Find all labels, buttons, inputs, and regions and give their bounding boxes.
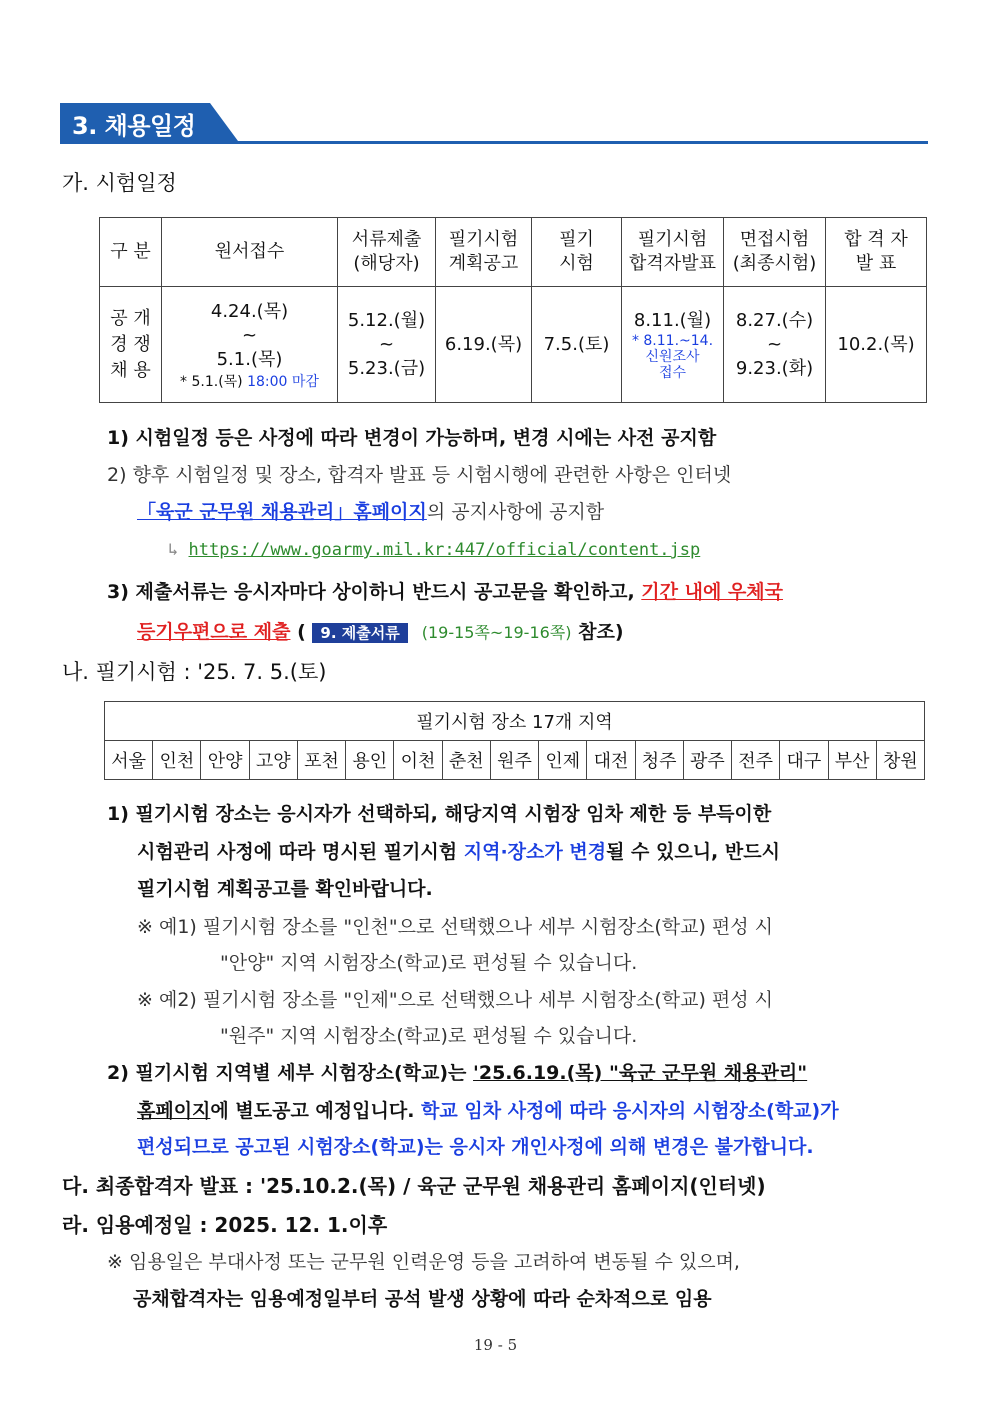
note-2-suffix: 의 공지사항에 공지함 — [426, 501, 605, 523]
note-3-red-2: 등기우편으로 제출 — [137, 621, 291, 643]
cell-application-period — [162, 287, 338, 403]
region-cell: 인천 — [153, 741, 201, 780]
header-written-exam: 필기 시험 — [532, 218, 622, 287]
header-category: 구 분 — [100, 218, 162, 287]
regions-table-title: 필기시험 장소 17개 지역 — [105, 702, 925, 741]
example-2-line1: ※ 예2) 필기시험 장소를 "인제"으로 선택했으나 세부 시험장소(학교) 편성 시 — [137, 989, 773, 1011]
apply-note-time: 18:00 마감 — [247, 373, 319, 390]
appointment-note-line1: ※ 임용일은 부대사정 또는 군무원 인력운영 등을 고려하여 변동될 수 있으며, — [107, 1251, 740, 1273]
cell-document-period — [338, 287, 436, 403]
apply-end: 5.1.(목) — [216, 348, 283, 370]
written-note-2-line3: 편성되므로 공고된 시험장소(학교)는 응시자 개인사정에 의해 변경은 불가합니다. — [137, 1136, 814, 1158]
interview-end: 9.23.(화) — [735, 357, 814, 379]
appointment-note-line2: 공채합격자는 임용예정일부터 공석 발생 상황에 따라 순차적으로 임용 — [133, 1288, 712, 1310]
written-result-date: 8.11.(월) — [633, 309, 712, 331]
cell-interview-period — [724, 287, 826, 403]
written-note-1-line2 — [137, 837, 780, 864]
header-document-submit: 서류제출 (해당자) — [338, 218, 436, 287]
note-3-red-1: 기간 내에 우체국 — [641, 581, 784, 603]
note-3-text: 3) 제출서류는 응시자마다 상이하니 반드시 공고문을 확인하고, — [107, 581, 635, 603]
note-3-close: 참조) — [578, 621, 624, 643]
region-cell: 대구 — [780, 741, 828, 780]
docs-start: 5.12.(월) — [347, 309, 426, 331]
header-interview: 면접시험 (최종시험) — [724, 218, 826, 287]
row-label-open-recruit: 공 개 경 쟁 채 용 — [100, 287, 162, 403]
written-note-1-line1: 1) 필기시험 장소는 응시자가 선택하되, 해당지역 시험장 임차 제한 등 부득이한 — [107, 803, 772, 825]
apply-deadline-note — [162, 374, 337, 390]
example-1-line1: ※ 예1) 필기시험 장소를 "인천"으로 선택했으나 세부 시험장소(학교) 편성 시 — [137, 916, 773, 938]
n2-l2-underline: 홈페이지 — [137, 1100, 211, 1122]
region-cell: 대전 — [587, 741, 635, 780]
schedule-note-1: 1) 시험일정 등은 사정에 따라 변경이 가능하며, 변경 시에는 사전 공지함 — [107, 427, 717, 449]
apply-note-date: * 5.1.(목) — [180, 373, 243, 390]
url-arrow-icon: ↳ — [168, 540, 179, 560]
region-cell: 원주 — [490, 741, 538, 780]
example-2-line2: "원주" 지역 시험장소(학교)로 편성될 수 있습니다. — [220, 1025, 638, 1047]
region-cell: 이천 — [394, 741, 442, 780]
url-line — [168, 540, 700, 560]
region-cell: 포천 — [297, 741, 345, 780]
region-cell: 서울 — [105, 741, 153, 780]
region-cell: 용인 — [346, 741, 394, 780]
schedule-note-3-line1 — [107, 577, 783, 604]
heading-written-exam: 나. 필기시험 : '25. 7. 5.(토) — [62, 660, 327, 684]
n2-l1-text: 2) 필기시험 지역별 세부 시험장소(학교)는 — [107, 1062, 467, 1084]
written-note-2-line1 — [107, 1058, 807, 1085]
exam-schedule-table — [99, 217, 927, 403]
n2-l2-blue: 학교 임차 사정에 따라 응시자의 시험장소(학교)가 — [421, 1100, 839, 1122]
region-cell: 부산 — [828, 741, 876, 780]
schedule-note-2-line1: 2) 향후 시험일정 및 장소, 합격자 발표 등 시험시행에 관련한 사항은 인터넷 — [107, 464, 732, 486]
written-result-note: * 8.11.~14. 신원조사 접수 — [631, 332, 714, 381]
note-3-pages: (19-15쪽~19-16쪽) — [421, 623, 572, 642]
cell-written-exam-date: 7.5.(토) — [532, 287, 622, 403]
header-written-result: 필기시험 합격자발표 — [622, 218, 724, 287]
recruit-homepage-link[interactable]: 「육군 군무원 채용관리」홈페이지 — [137, 501, 427, 523]
region-cell: 전주 — [732, 741, 780, 780]
interview-tilde: ~ — [766, 333, 783, 355]
region-cell: 광주 — [683, 741, 731, 780]
recruit-url-link[interactable]: https://www.goarmy.mil.kr:447/official/content.jsp — [188, 540, 701, 560]
cell-final-result-date: 10.2.(목) — [826, 287, 927, 403]
region-cell: 춘천 — [442, 741, 490, 780]
schedule-note-3-line2 — [137, 617, 624, 644]
n2-l1-underline: '25.6.19.(목) "육군 군무원 채용관리" — [473, 1062, 808, 1084]
region-cell: 창원 — [876, 741, 924, 780]
region-cell: 인제 — [539, 741, 587, 780]
written-note-1-line3: 필기시험 계획공고를 확인바랍니다. — [137, 878, 433, 900]
header-final-result: 합 격 자 발 표 — [826, 218, 927, 287]
n2-l2-text: 에 별도공고 예정입니다. — [210, 1100, 415, 1122]
schedule-note-2-line2 — [137, 497, 604, 524]
heading-final-announcement: 다. 최종합격자 발표 : '25.10.2.(목) / 육군 군무원 채용관리 홈페이지(인터넷) — [62, 1174, 766, 1198]
region-cell: 고양 — [249, 741, 297, 780]
submit-docs-tag[interactable]: 9. 제출서류 — [312, 623, 407, 643]
section-title: 3. 채용일정 — [72, 112, 196, 140]
written-note-2-line2 — [137, 1096, 839, 1123]
section-header-rule — [60, 141, 928, 144]
docs-end: 5.23.(금) — [347, 357, 426, 379]
interview-start: 8.27.(수) — [735, 309, 814, 331]
exam-regions-table — [104, 701, 925, 780]
example-1-line2: "안양" 지역 시험장소(학교)로 편성될 수 있습니다. — [220, 952, 638, 974]
heading-appointment-date: 라. 임용예정일 : 2025. 12. 1.이후 — [62, 1213, 388, 1237]
header-plan-notice: 필기시험 계획공고 — [436, 218, 532, 287]
heading-exam-schedule: 가. 시험일정 — [62, 171, 177, 195]
region-cell: 안양 — [201, 741, 249, 780]
note-3-open-paren: ( — [297, 621, 306, 643]
docs-tilde: ~ — [378, 333, 395, 355]
apply-start: 4.24.(목) — [210, 300, 289, 322]
header-application: 원서접수 — [162, 218, 338, 287]
n1-l2-blue: 지역·장소가 변경 — [463, 841, 607, 863]
region-cell: 청주 — [635, 741, 683, 780]
n1-l2-suffix: 될 수 있으니, 반드시 — [606, 841, 780, 863]
page-number: 19 - 5 — [473, 1336, 518, 1354]
n1-l2-text: 시험관리 사정에 따라 명시된 필기시험 — [137, 841, 458, 863]
cell-written-result — [622, 287, 724, 403]
cell-plan-notice-date: 6.19.(목) — [436, 287, 532, 403]
apply-tilde: ~ — [241, 324, 258, 346]
